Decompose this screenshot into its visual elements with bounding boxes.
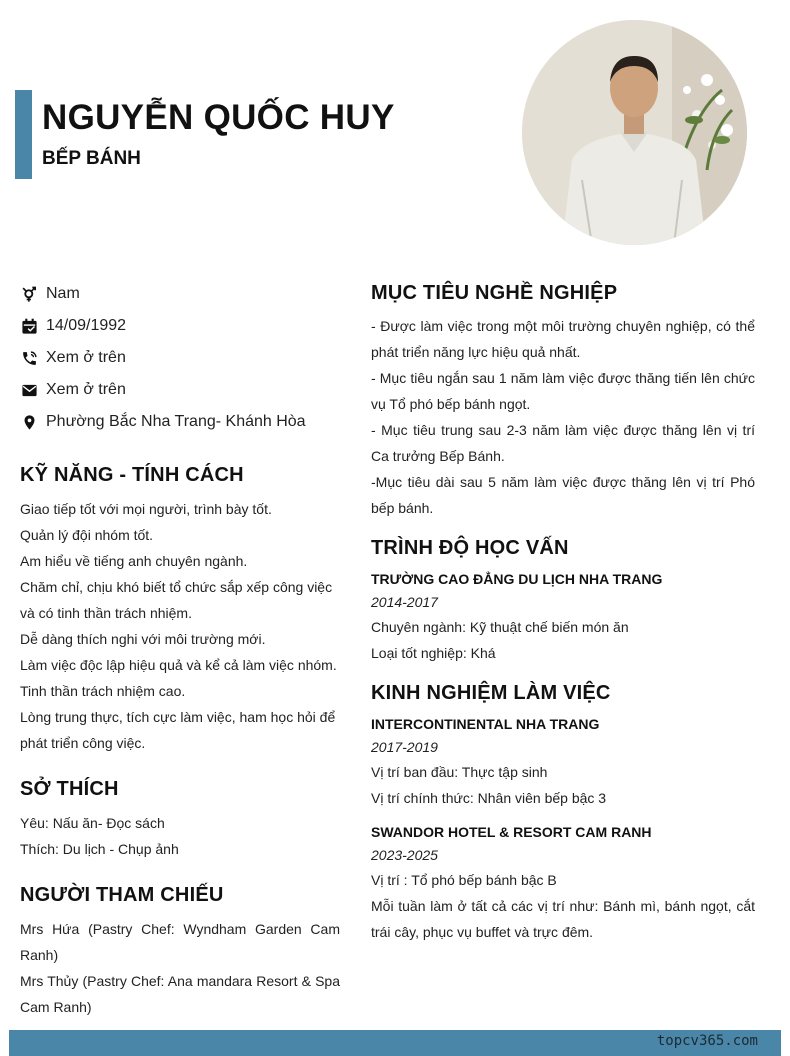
skill-item: Làm việc độc lập hiệu quả và kể cả làm việc nhóm. [20, 657, 337, 673]
objective-title: MỤC TIÊU NGHỀ NGHIỆP [371, 282, 618, 304]
objective-item: - Mục tiêu trung sau 2-3 năm làm việc được thăng lên vị trí Ca trưởng Bếp Bánh. [371, 422, 755, 464]
experience-item [371, 713, 755, 811]
gender-icon [20, 285, 38, 303]
hobby-item: Thích: Du lịch - Chụp ảnh [20, 841, 179, 857]
job-detail: Vị trí ban đầu: Thực tập sinh [371, 764, 548, 780]
company-name: SWANDOR HOTEL & RESORT CAM RANH [371, 824, 652, 840]
contact-email [20, 374, 340, 406]
hobby-item: Yêu: Nấu ăn- Đọc sách [20, 815, 165, 831]
email-icon [20, 381, 38, 399]
references-title: NGƯỜI THAM CHIẾU [20, 884, 224, 906]
skill-item: Lòng trung thực, tích cực làm việc, ham học hỏi để phát triển công việc. [20, 709, 336, 751]
contact-phone-text: Xem ở trên [46, 349, 126, 366]
contact-address [20, 406, 340, 438]
experience-title: KINH NGHIỆM LÀM VIỆC [371, 682, 611, 704]
skill-item: Giao tiếp tốt với mọi người, trình bày tốt. [20, 501, 272, 517]
location-icon [20, 413, 38, 431]
candidate-name: NGUYỄN QUỐC HUY [42, 98, 395, 137]
contact-address-text: Phường Bắc Nha Trang- Khánh Hòa [46, 413, 306, 430]
education-detail: Chuyên ngành: Kỹ thuật chế biến món ăn [371, 619, 629, 635]
skill-item: Chăm chỉ, chịu khó biết tổ chức sắp xếp công việc và có tinh thần trách nhiệm. [20, 579, 333, 621]
company-name: INTERCONTINENTAL NHA TRANG [371, 716, 600, 732]
contact-gender [20, 278, 340, 310]
skill-item: Tinh thần trách nhiệm cao. [20, 683, 186, 699]
job-title: BẾP BÁNH [42, 148, 141, 169]
objective-item: - Được làm việc trong một môi trường chuyên nghiệp, có thể phát triển năng lực hiệu quả nhất. [371, 318, 755, 360]
contact-phone [20, 342, 340, 374]
job-detail: Vị trí : Tổ phó bếp bánh bậc B [371, 872, 557, 888]
skill-item: Quản lý đội nhóm tốt. [20, 527, 154, 543]
header-accent-bar [15, 90, 32, 179]
contact-birthday-text: 14/09/1992 [46, 317, 127, 334]
skill-item: Am hiểu về tiếng anh chuyên ngành. [20, 553, 248, 569]
right-column [371, 282, 755, 955]
calendar-icon [20, 317, 38, 335]
experience-item [371, 821, 755, 945]
job-detail: Mỗi tuần làm ở tất cả các vị trí như: Bánh mì, bánh ngọt, cắt trái cây, phục vụ buffet và trực đêm. [371, 898, 755, 940]
footer-watermark: topcv365.com [656, 1033, 758, 1049]
objective-item: - Mục tiêu ngắn sau 1 năm làm việc được thăng tiến lên chức vụ Tổ phó bếp bánh ngọt. [371, 370, 755, 412]
contact-email-text: Xem ở trên [46, 381, 126, 398]
hobbies-title: SỞ THÍCH [20, 778, 119, 800]
contact-birthday [20, 310, 340, 342]
school-name: TRƯỜNG CAO ĐẲNG DU LỊCH NHA TRANG [371, 571, 663, 587]
skills-title: KỸ NĂNG - TÍNH CÁCH [20, 464, 244, 486]
education-title: TRÌNH ĐỘ HỌC VẤN [371, 537, 569, 559]
objective-item: -Mục tiêu dài sau 5 năm làm việc được thăng lên vị trí Phó bếp bánh. [371, 474, 755, 516]
left-column [20, 278, 340, 1020]
profile-photo [522, 20, 747, 245]
job-detail: Vị trí chính thức: Nhân viên bếp bậc 3 [371, 790, 607, 806]
education-detail: Loại tốt nghiệp: Khá [371, 645, 496, 661]
skill-item: Dễ dàng thích nghi với môi trường mới. [20, 631, 266, 647]
phone-icon [20, 349, 38, 367]
education-period: 2014-2017 [371, 594, 438, 610]
reference-item: Mrs Hứa (Pastry Chef: Wyndham Garden Cam Ranh) [20, 921, 340, 963]
job-period: 2017-2019 [371, 739, 438, 755]
contact-gender-text: Nam [46, 285, 80, 302]
job-period: 2023-2025 [371, 847, 438, 863]
reference-item: Mrs Thủy (Pastry Chef: Ana mandara Resort & Spa Cam Ranh) [20, 973, 340, 1015]
